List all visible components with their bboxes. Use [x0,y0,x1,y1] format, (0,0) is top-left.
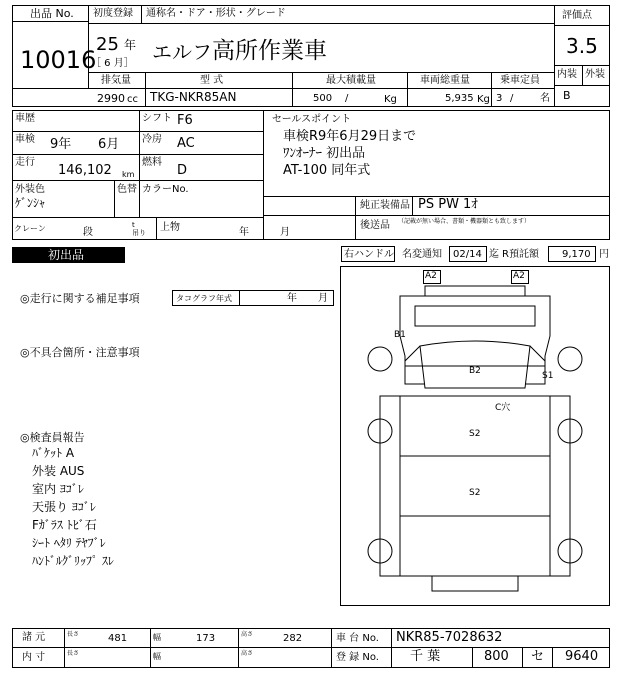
kg-unit: Kg [384,94,397,105]
name-change-label: 名変通知 [402,249,442,260]
damage-mark: S2 [469,429,481,439]
exterior-color-label: 外装色 [15,184,45,195]
model-name: エルフ [152,40,212,64]
chassis-label: 車 台 No. [336,633,379,644]
max-load-label: 最大積載量 [326,75,376,86]
mileage-label: 走行 [15,157,35,168]
history-label: 車歴 [15,113,35,124]
aftermarket-label: 後送品 [360,220,390,231]
length-value: 481 [108,633,128,644]
shift-value: F6 [177,113,193,128]
exterior-color-value: ｹﾞﾝｼｬ [15,196,46,210]
sales-point-line: 車検R9年6月29日まで [283,129,417,144]
right-hand-drive: 右ハンドル [344,249,394,260]
km-unit: km [122,170,135,179]
model-code-label: 型 式 [200,75,224,86]
fuel-value: D [177,163,188,178]
yen-unit: 円 [599,249,609,260]
inner-height-label: 高さ [241,650,254,657]
gross-weight-value: 5,935 [445,93,474,104]
score-label: 評価点 [562,10,592,21]
width-value: 173 [196,633,216,644]
equipment-value: PS PW 1ｵ [418,197,478,212]
capacity-label: 乗車定員 [500,75,540,86]
inspector-line: ﾊﾝﾄﾞﾙｸﾞﾘｯﾌﾟ ｽﾚ [32,554,114,568]
damage-mark: B1 [394,330,406,340]
damage-mark: B2 [469,366,481,376]
max-load-value: 500 [313,93,333,104]
tachograph-label: タコグラフ年式 [176,294,232,303]
name-grade-label: 通称名・ドア・形状・グレード [146,8,286,19]
width-label: 幅 [153,633,161,642]
ac-value: AC [177,136,195,151]
length-label: 長さ [67,631,80,638]
registration-number: 9640 [565,649,599,664]
dimensions-label: 諸 元 [22,632,46,643]
year-unit: 年 [124,38,137,52]
displacement-value: 2990 [97,92,125,105]
mileage-value: 146,102 [58,163,112,178]
inner-dims-label: 内 寸 [22,652,46,663]
inspector-line: Fｶﾞﾗｽ ﾄﾋﾞ石 [32,518,97,532]
crane-tonnage: t 吊り [132,221,146,237]
tachograph-year: 年 [287,293,297,304]
capacity-value: 3 [496,93,503,104]
grade-title: 高所作業車 [212,38,327,64]
color-code-label: カラーNo. [142,184,189,195]
gross-weight-label: 車両総重量 [420,75,470,86]
height-label: 高さ [241,631,254,638]
recycle-label: R預託額 [502,249,539,260]
driving-notes-label: ◎走行に関する補足事項 [20,292,140,305]
score-value: 3.5 [566,34,598,58]
sales-point-line: ﾜﾝｵｰﾅｰ 初出品 [283,146,366,161]
lot-number: 10016 [20,46,97,74]
aftermarket-note: （記載が無い場合、書類・機器類とも致します） [398,218,531,225]
damage-mark: C穴 [495,403,511,413]
shift-label: シフト [142,113,172,124]
height-value: 282 [283,633,303,644]
upper-body-year: 年 [239,227,249,238]
ac-label: 冷房 [142,134,162,145]
exterior-label: 外装 [585,69,605,80]
deadline-suffix: 迄 [489,249,499,260]
sales-point-label: セールスポイント [272,114,352,125]
inspection-label: 車検 [15,134,35,145]
upper-body-label: 上物 [160,222,180,233]
damage-mark: S2 [469,488,481,498]
model-code: TKG-NKR85AN [150,90,237,104]
inner-width-label: 幅 [153,652,161,661]
slash-2: / [510,93,514,104]
recycle-value: 9,170 [562,249,591,260]
upper-body-month: 月 [280,227,290,238]
defects-label: ◎不具合箇所・注意事項 [20,346,140,359]
displacement-label: 排気量 [101,75,131,86]
registration-area: 千 葉 [410,649,441,664]
damage-mark: A2 [425,271,437,281]
tachograph-month: 月 [318,293,328,304]
inspector-line: 天張り ﾖｺﾞﾚ [32,500,96,514]
inner-length-label: 長さ [67,650,80,657]
inspector-report-label: ◎検査員報告 [20,431,85,444]
chassis-number: NKR85-7028632 [396,630,503,645]
registration-month: ［ 6 月］ [91,58,134,69]
kg-unit-2: Kg [477,94,490,105]
slash: / [345,93,349,104]
inspector-line: ｼｰﾄ ﾍﾀﾘ ﾃﾔﾌﾞﾚ [32,536,106,550]
first-listing-text: 初出品 [48,248,85,262]
name-change-date: 02/14 [453,249,482,260]
lot-label: 出品 No. [30,7,74,20]
damage-mark: S1 [542,371,554,381]
damage-mark: A2 [513,271,525,281]
interior-label: 内装 [557,69,577,80]
footer-frame [12,628,610,668]
inspection-month: 6月 [98,137,120,152]
first-registration-label: 初度登録 [93,8,133,19]
crane-label: クレーン [14,224,46,233]
inspector-line: ﾊﾞｹｯﾄ A [32,446,75,460]
fuel-label: 燃料 [142,157,162,168]
registration-class: 800 [484,649,509,664]
capacity-unit: 名 [540,93,550,104]
crane-stages: 段 [83,227,93,238]
registration-no-label: 登 録 No. [336,652,379,663]
registration-kana: セ [531,649,545,664]
inspection-year: 9年 [50,137,72,152]
sales-point-line: AT-100 同年式 [283,163,371,178]
cc-unit: cc [127,94,138,105]
color-change-label: 色替 [117,184,137,195]
interior-grade: B [563,89,571,102]
inspector-line: 室内 ﾖｺﾞﾚ [32,482,84,496]
inspector-line: 外装 AUS [32,464,85,478]
registration-year: 25 [96,34,119,55]
equipment-label: 純正装備品 [360,200,410,211]
